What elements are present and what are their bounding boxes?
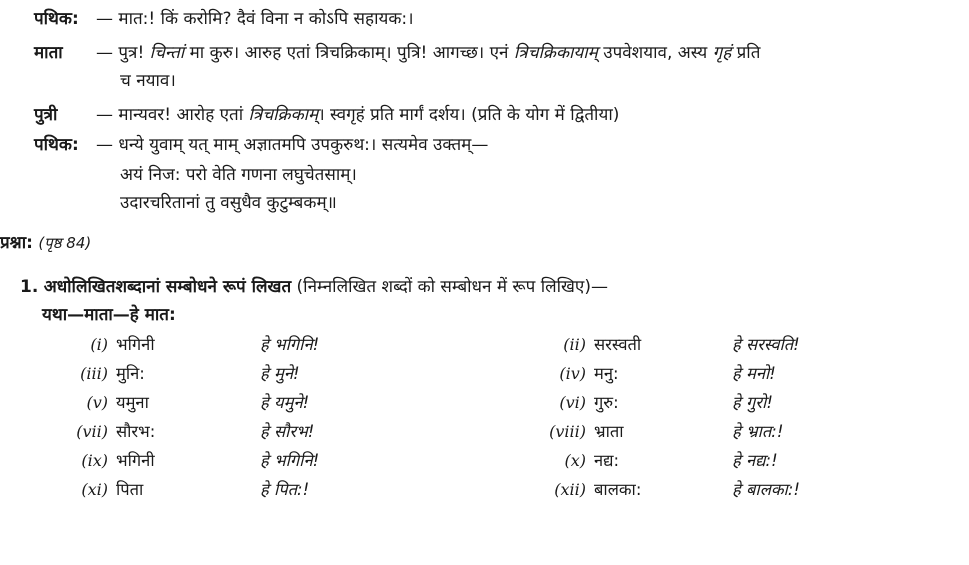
answer-word: मुनि:: [116, 364, 145, 383]
speaker-pathika-1: पथिक:: [34, 9, 79, 29]
answer-number: (ii): [563, 335, 586, 354]
answer-number: (iv): [559, 364, 586, 383]
answer-word: गुरु:: [594, 393, 619, 412]
dialogue-line: — मात:! किं करोमि? दैवं विना न कोऽपि सहायक:।: [96, 9, 414, 29]
answer-vocative: हे गुरो!: [732, 393, 773, 412]
answer-vocative: हे मनो!: [732, 364, 776, 383]
dialogue-line: — पुत्र! चिन्तां मा कुरु। आरुह एतां त्रिचक्रिकाम्। पुत्रि! आगच्छ। एनं त्रिचक्रिकायाम् उपवेशयाव, अस्य गृहं प्रति: [96, 43, 761, 63]
speaker-pathika-2: पथिक:: [34, 135, 79, 155]
answer-vocative: हे यमुने!: [260, 393, 310, 412]
answer-vocative: हे भगिनि!: [260, 451, 320, 470]
question-title: 1. अधोलिखितशब्दानां सम्बोधने रूपं लिखत (निम्नलिखित शब्दों को सम्बोधन में रूप लिखिए)—: [20, 277, 608, 297]
dialogue-line: — धन्ये युवाम् यत् माम् अज्ञातमपि उपकुरुथ:। सत्यमेव उक्तम्—: [96, 135, 489, 155]
answer-vocative: हे भगिनि!: [260, 335, 320, 354]
answer-number: (vi): [559, 393, 586, 412]
answer-vocative: हे नद्य:!: [732, 451, 778, 470]
dialogue-line: — मान्यवर! आरोह एतां त्रिचक्रिकाम्। स्वगृहं प्रति मार्गं दर्शय। (प्रति के योग में द्वितीया): [96, 105, 620, 125]
answer-word: नद्य:: [594, 451, 620, 470]
answer-number: (iii): [80, 364, 108, 383]
answer-word: यमुना: [116, 393, 149, 412]
speaker-mata: माता: [34, 43, 63, 63]
dialogue-line: च नयाव।: [120, 71, 176, 91]
answer-word: भगिनी: [116, 335, 155, 354]
answer-number: (v): [86, 393, 108, 412]
answer-number: (ix): [81, 451, 108, 470]
answer-vocative: हे भ्रात:!: [732, 422, 784, 441]
answer-word: पिता: [116, 480, 144, 499]
verse-line: उदारचरितानां तु वसुधैव कुटुम्बकम्॥: [120, 193, 337, 213]
answer-word: भगिनी: [116, 451, 155, 470]
prashna-heading: प्रश्ना: (पृष्ठ 84): [0, 233, 92, 253]
answer-word: बालका:: [594, 480, 642, 499]
answer-word: सौरभ:: [116, 422, 156, 441]
answer-word: सरस्वती: [594, 335, 642, 354]
answer-number: (x): [564, 451, 586, 470]
answer-number: (i): [90, 335, 108, 354]
answer-number: (vii): [76, 422, 108, 441]
answer-number: (xi): [81, 480, 108, 499]
answer-word: मनु:: [594, 364, 619, 383]
speaker-putri: पुत्री: [34, 105, 58, 125]
verse-line: अयं निज: परो वेति गणना लघुचेतसाम्।: [120, 165, 357, 185]
answer-vocative: हे पित:!: [260, 480, 310, 499]
answer-vocative: हे सौरभ!: [260, 422, 315, 441]
answer-number: (viii): [549, 422, 586, 441]
question-example: यथा—माता—हे मात:: [42, 305, 176, 325]
answer-vocative: हे मुने!: [260, 364, 300, 383]
answer-vocative: हे बालका:!: [732, 480, 801, 499]
answer-word: भ्राता: [594, 422, 624, 441]
answer-number: (xii): [554, 480, 586, 499]
answer-vocative: हे सरस्वति!: [732, 335, 800, 354]
